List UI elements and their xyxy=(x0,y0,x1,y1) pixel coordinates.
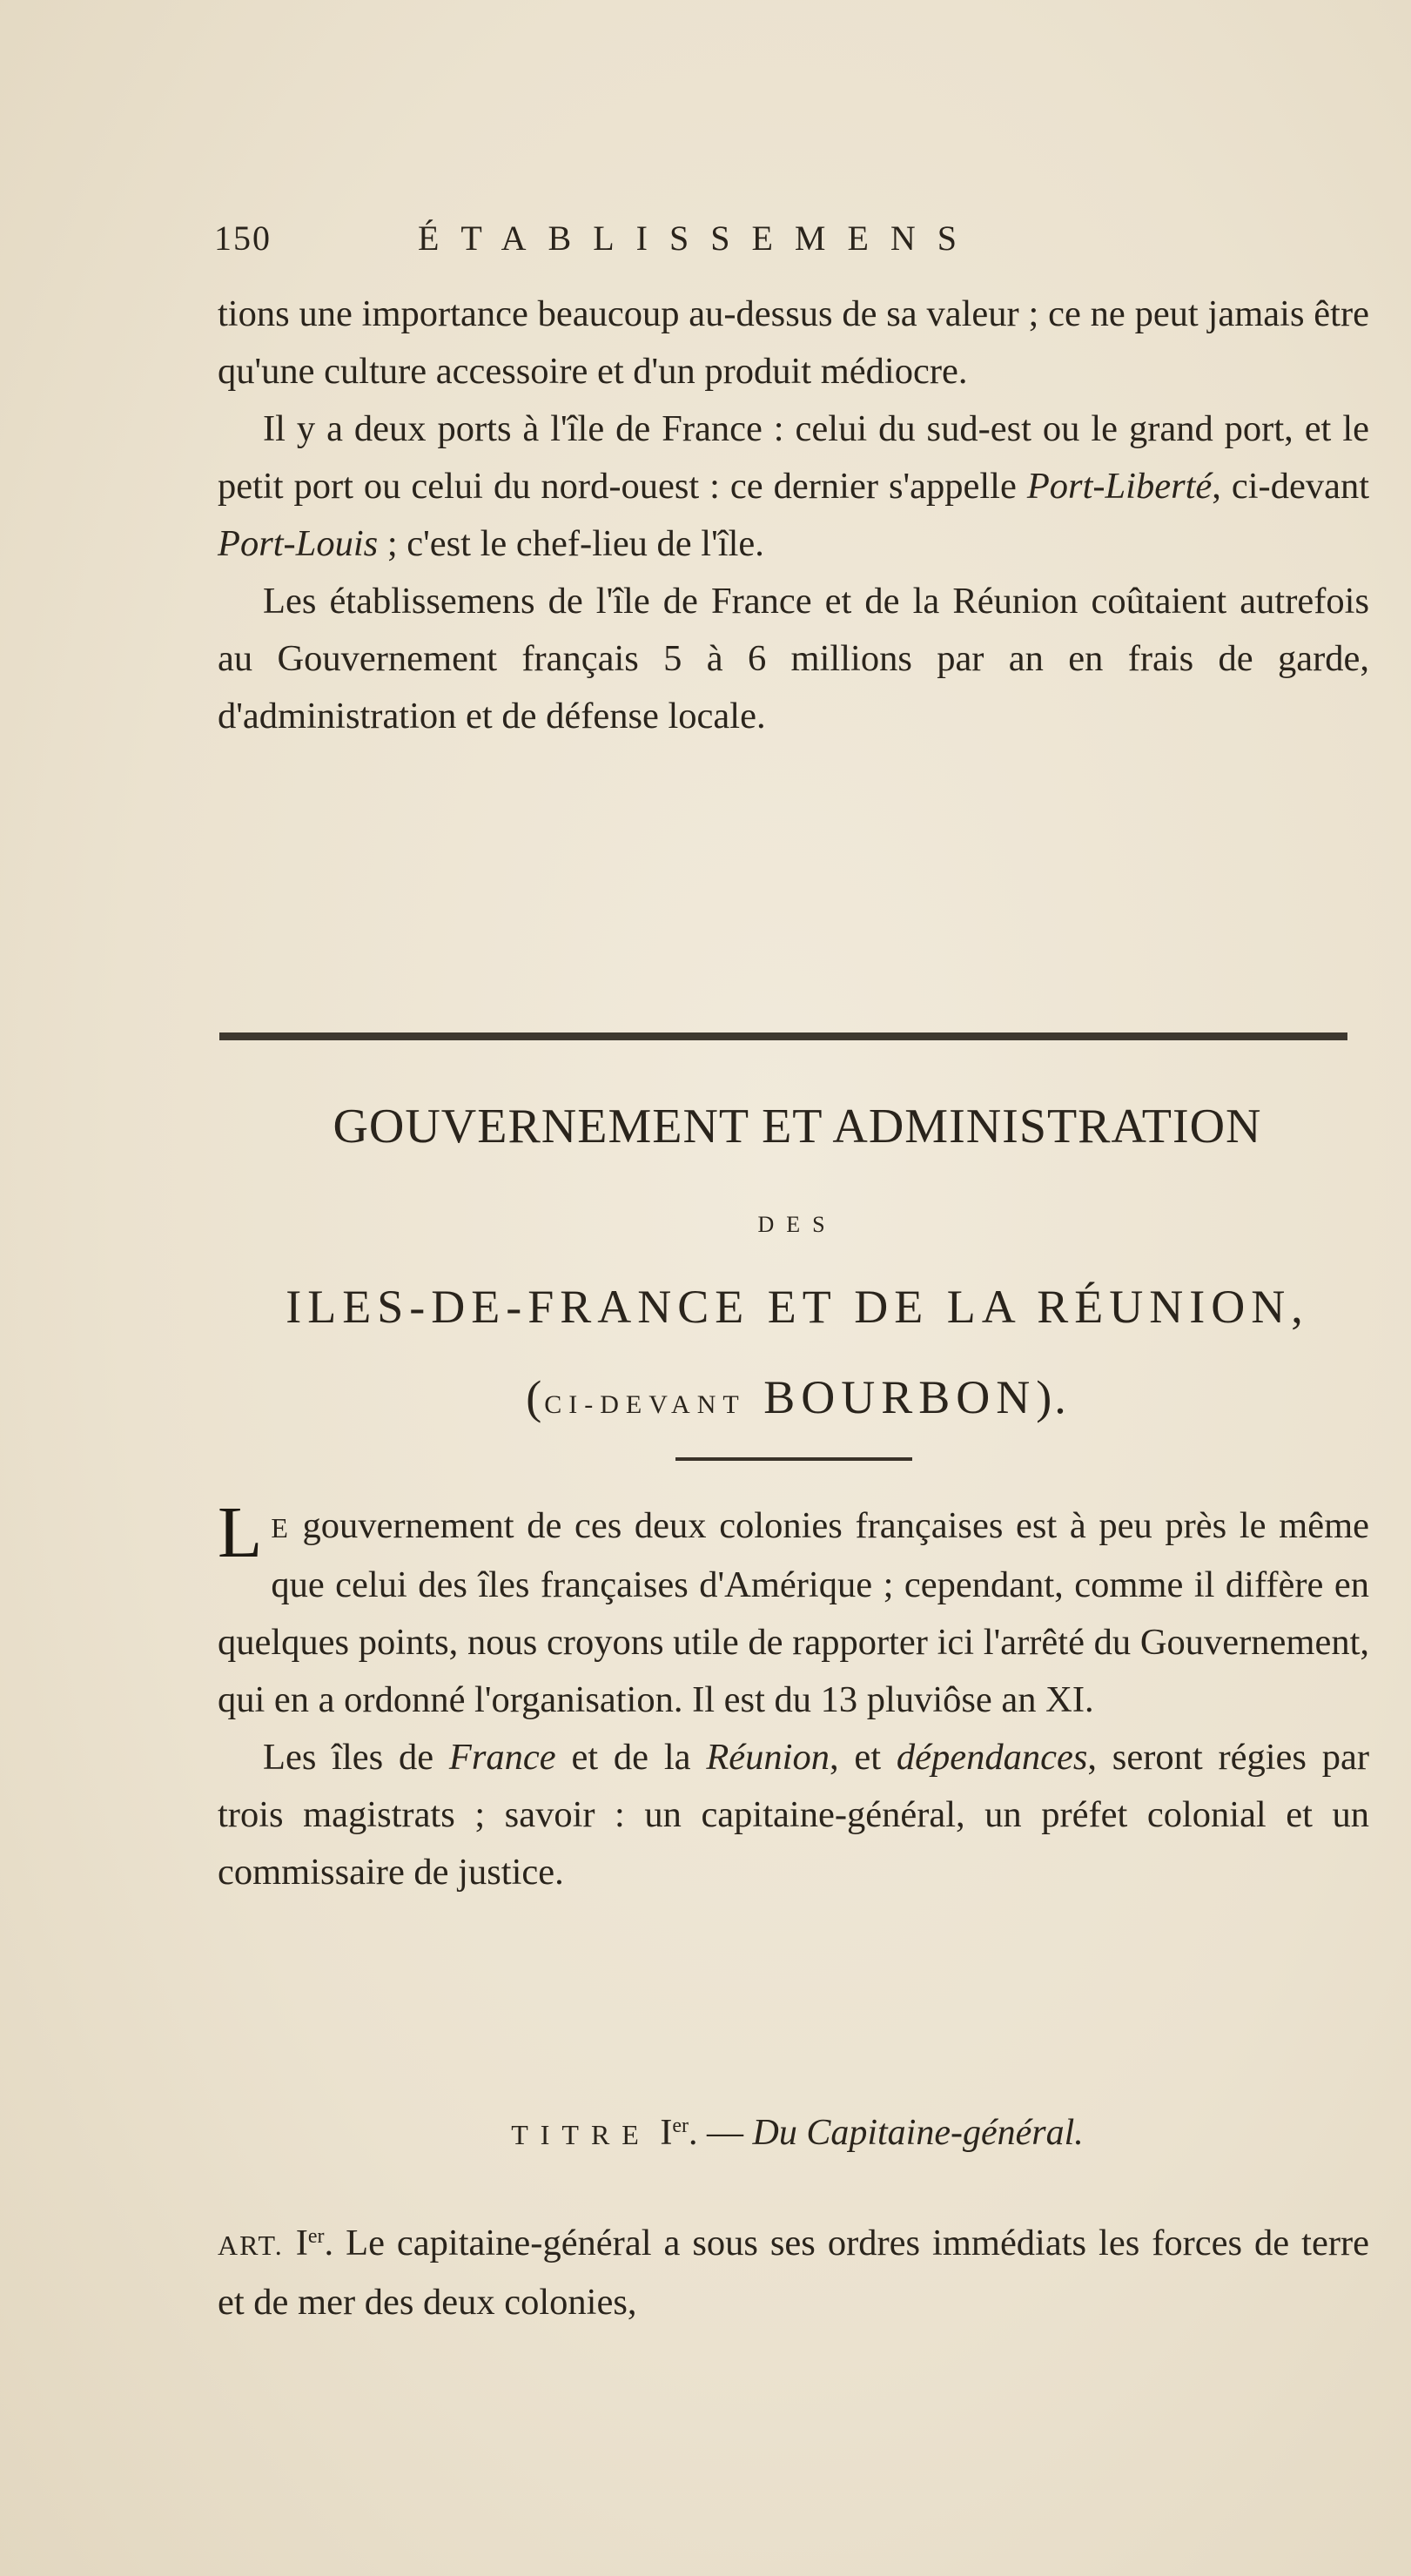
paragraph-government: L E gouvernement de ces deux colonies françaises est à peu près le même que celui des îles françaises d'Amérique ; cependant, comme il diffère en quelques points, nous croyons utile de rapporter ici l'arrêté du Gouvernement, qui en a ordonné l'organisation. Il est du 13 pluviôse an XI. xyxy=(218,1492,1369,1720)
section-divider-thin xyxy=(675,1457,912,1461)
section-heading-des: DES xyxy=(757,1212,837,1237)
titre-heading: TITRE Ier. — Du Capitaine-général. xyxy=(511,2113,1084,2153)
page-number: 150 xyxy=(214,219,272,258)
article-block xyxy=(218,2215,1369,2331)
port-louis: Port-Louis xyxy=(218,523,379,564)
section-heading-line4: (CI-DEVANT BOURBON). xyxy=(526,1371,1069,1423)
drop-cap: L xyxy=(218,1492,263,1573)
running-head xyxy=(214,214,1215,266)
paragraph-ports: Il y a deux ports à l'île de France : celui du sud-est ou le grand port, et le petit port ou celui du nord-ouest : ce dernier s'appelle Port-Liberté, ci-devant Port-Louis ; c'est le chef-lieu de l'île. xyxy=(218,408,1369,564)
running-title: ÉTABLISSEMENS xyxy=(418,219,979,258)
section-divider-thick xyxy=(219,1032,1347,1040)
paragraph-continuation: tions une importance beaucoup au-dessus de sa valeur ; ce ne peut jamais être qu'une culture accessoire et d'un produit médiocre. xyxy=(218,293,1369,392)
top-text-block xyxy=(218,286,1369,745)
body-text-block xyxy=(218,1492,1369,1901)
article-1: ART. Ier. Le capitaine-général a sous ses ordres immédiats les forces de terre et de mer des deux colonies, xyxy=(218,2223,1369,2323)
port-liberte: Port-Liberté xyxy=(1026,466,1213,507)
section-heading-line3: ILES-DE-FRANCE ET DE LA RÉUNION, xyxy=(286,1281,1309,1333)
paragraph-costs: Les établissemens de l'île de France et de la Réunion coûtaient autrefois au Gouvernement français 5 à 6 millions par an en frais de garde, d'administration et de défense locale. xyxy=(218,581,1369,736)
section-heading-line1: GOUVERNEMENT ET ADMINISTRATION xyxy=(333,1100,1262,1153)
paragraph-magistrates: Les îles de France et de la Réunion, et dépendances, seront régies par trois magistrats ; savoir : un capitaine-général, un préfet colonial et un commissaire de justice. xyxy=(218,1737,1369,1893)
